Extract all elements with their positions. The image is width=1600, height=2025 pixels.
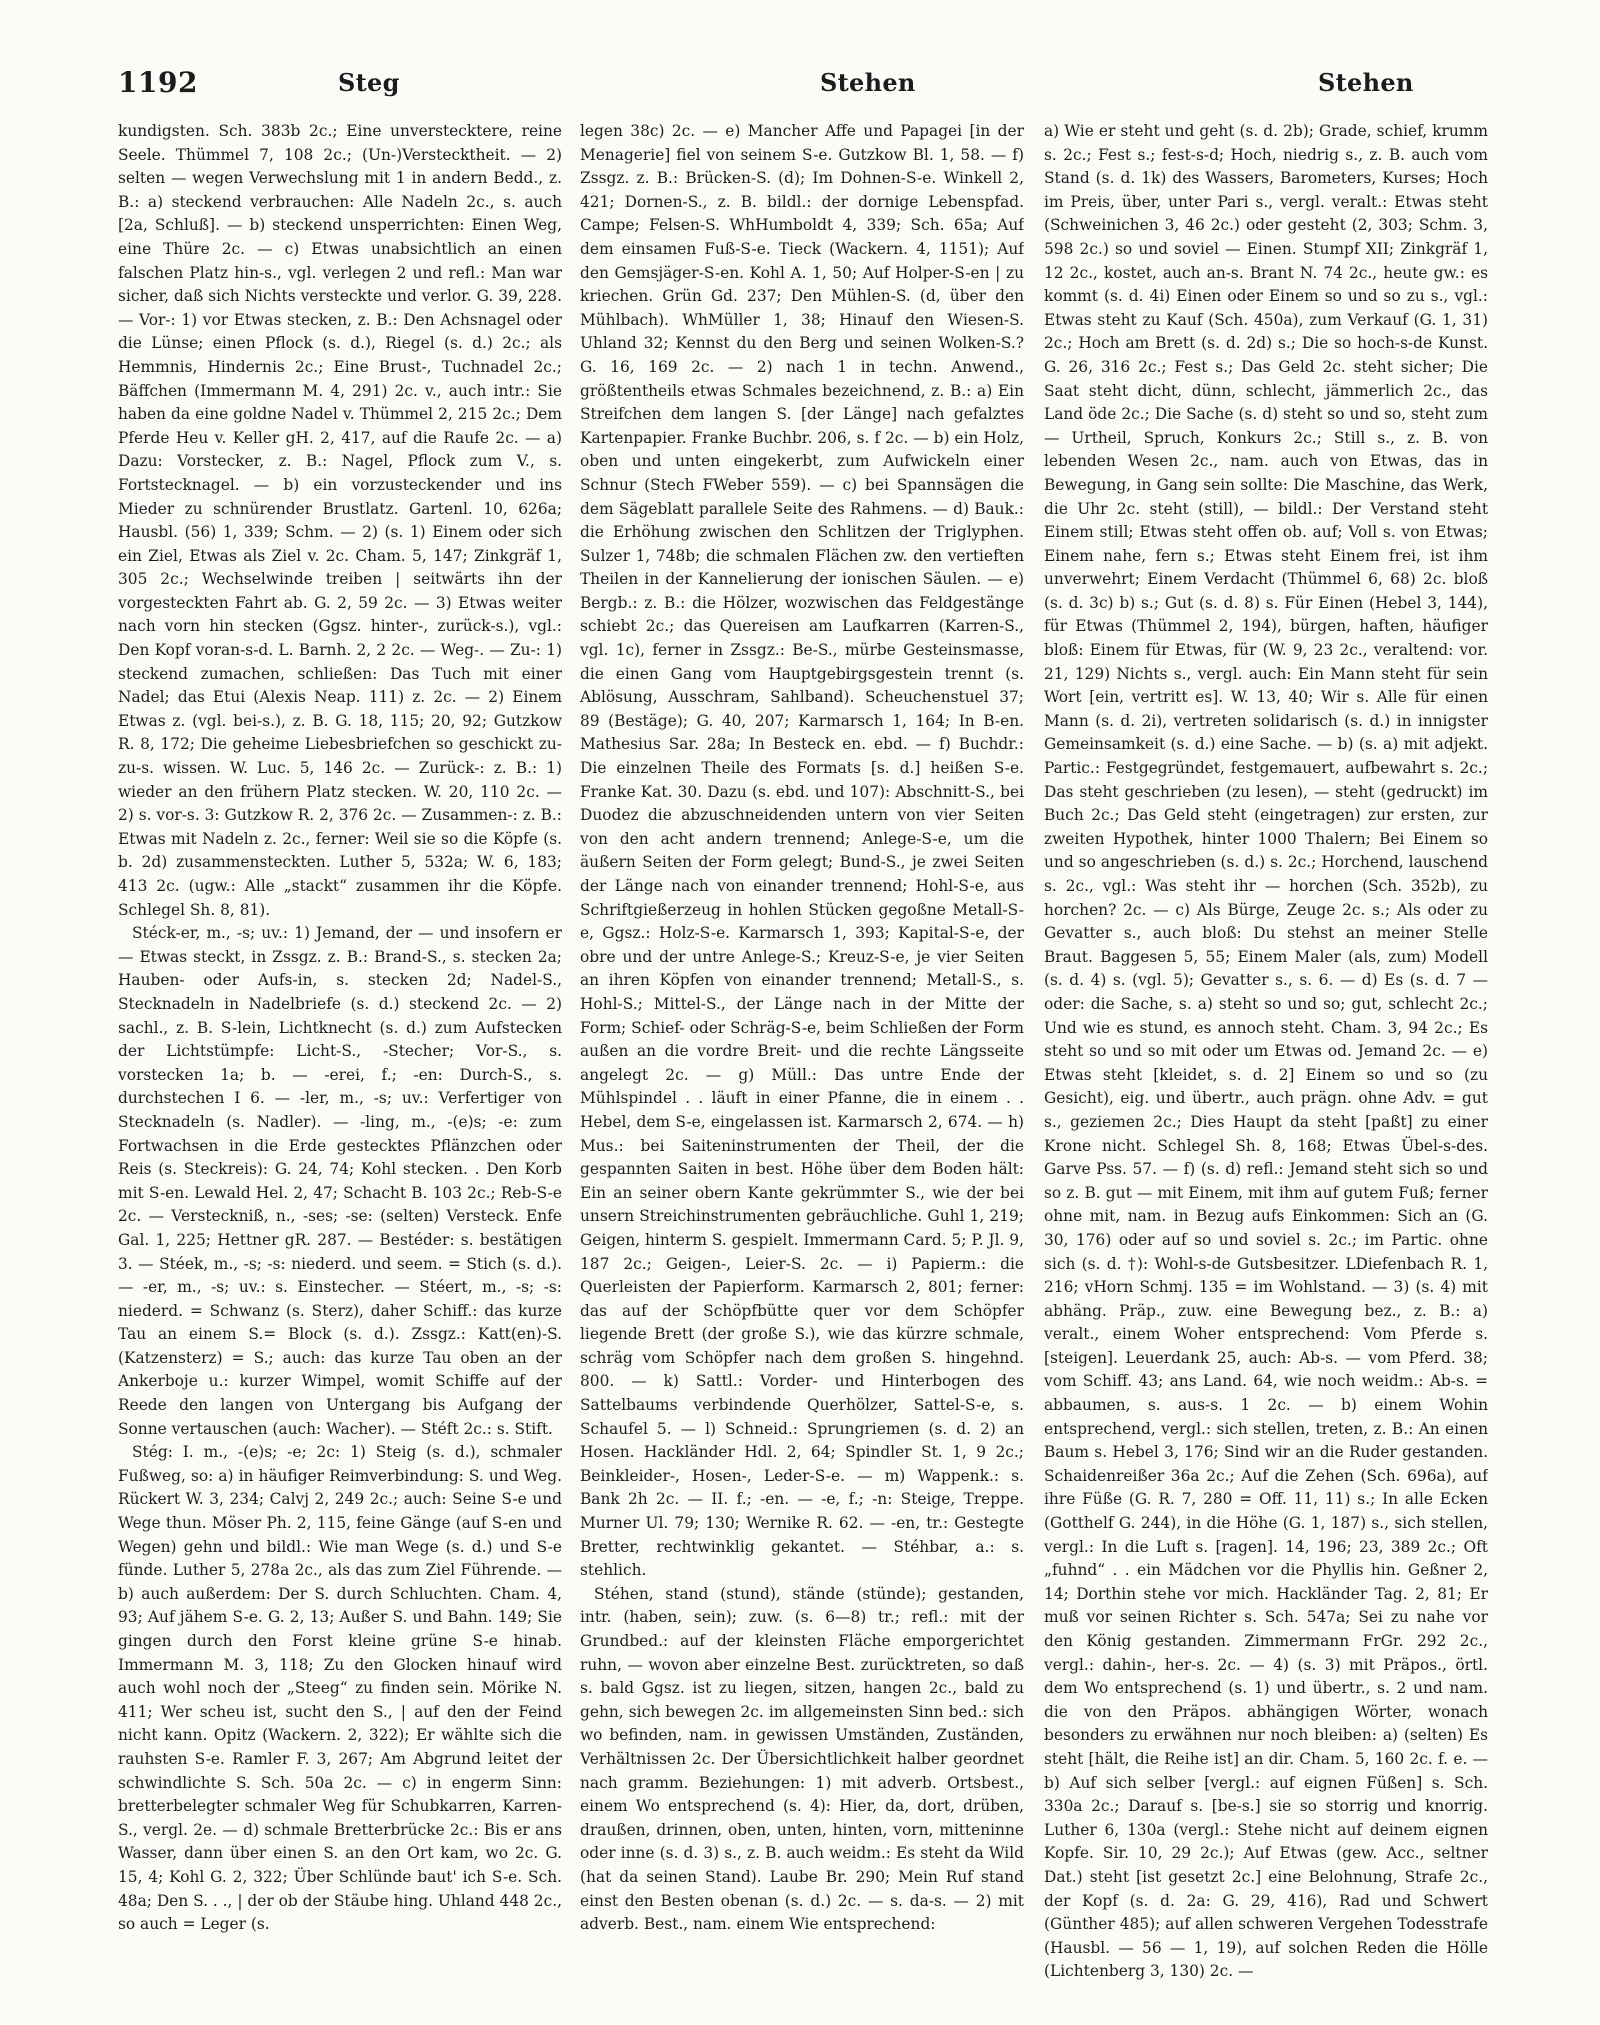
entry-paragraph: Stég: I. m., -(e)s; -e; 2c: 1) Steig (s. d.), schmaler Fußweg, so: a) in häufiger Reimverbindung: S. und Weg. Rückert W. 3, 234; Calvj 2, 249 2c.; auch: Seine S-e und Wege thun. Möser Ph. 2, 115, feine Gänge (auf S-en und Wegen) gehn und bildl.: Wie man Wege (s. d.) und S-e fünde. Luther 5, 278a 2c., als das zum Ziel Führende. — b) auch außerdem: Der S. durch Schluchten. Cham. 4, 93; Auf jähem S-e. G. 2, 13; Außer S. und Bahn. 149; Sie gingen durch den Forst kleine grüne S-e hinab. Immermann M. 3, 118; Zu den Glocken hinauf wird auch wohl noch der „Steeg“ zu finden sein. Mörike N. 411; Wer scheu ist, sucht den S., | auf den der Feind nicht kann. Opitz (Wackern. 2, 322); Er wählte sich die rauhsten S-e. Ramler F. 3, 267; Am Abgrund leitet der schwindlichte S. Sch. 50a 2c. — c) in engerm Sinn: bretterbelegter schmaler Weg für Schubkarren, Karren-S., vergl. 2e. — d) schmale Bretterbrücke 2c.: Bis er ans Wasser, dann über einen S. an den Ort kam, wo 2c. G. 15, 4; Kohl G. 2, 322; Über Schlünde baut' ich S-e. Sch. 48a; Den S. . ., | der ob der Stäube hing. Uhland 448 2c., so auch = Leger (s. [118,1443,562,1934]
entry-paragraph: Stéhen, stand (stund), stände (stünde); gestanden, intr. (haben, sein); zuw. (s. 6—8) tr.; refl.: mit der Grundbed.: auf der kleinsten Fläche emporgerichtet ruhn, — wovon aber einzelne Best. zurücktreten, so daß s. bald Ggsz. ist zu liegen, sitzen, hangen 2c., bald zu gehn, sich bewegen 2c. im allgemeinsten Sinn bed.: sich wo befinden, nam. in gewissen Umständen, Zuständen, Verhältnissen 2c. Der Übersichtlichkeit halber geordnet nach gramm. Beziehungen: 1) mit adverb. Ortsbest., einem Wo entsprechend (s. 4): Hier, da, dort, drüben, draußen, drinnen, oben, unten, hinten, vorn, mitteninne oder inne (s. d. 3) s., z. B. auch weidm.: Es steht da Wild (hat da seinen Stand). Laube Br. 290; Mein Ruf stand einst den Besten obenan (s. d.) 2c. — s. da-s. — 2) mit adverb. Best., nam. einem Wie entsprechend: [580,1584,1024,1934]
text-columns [118,120,1488,2000]
paragraph: legen 38c) 2c. — e) Mancher Affe und Papagei [in der Menagerie] fiel von seinem S-e. Gutzkow Bl. 1, 58. — f) Zssgz. z. B.: Brücken-S. (d); Im Dohnen-S-e. Winkell 2, 421; Dornen-S., z. B. bildl.: der dornige Lebenspfad. Campe; Felsen-S. WhHumboldt 4, 339; Sch. 65a; Auf dem einsamen Fuß-S-e. Tieck (Wackern. 4, 1151); Auf den Gemsjäger-S-en. Kohl A. 1, 50; Auf Holper-S-en | zu kriechen. Grün Gd. 237; Den Mühlen-S. (d, über den Mühlbach). WhMüller 1, 38; Hinauf den Wiesen-S. Uhland 32; Kennst du den Berg und seinen Wolken-S.? G. 16, 169 2c. — 2) nach 1 in techn. Anwend., größtentheils etwas Schmales bezeichnend, z. B.: a) Ein Streifchen dem langen S. [der Länge] nach gefalztes Kartenpapier. Franke Buchbr. 206, s. f 2c. — b) ein Holz, oben und unten eingekerbt, zum Aufwickeln einer Schnur (Stech FWeber 559). — c) bei Spannsägen die dem Sägeblatt parallele Seite des Rahmens. — d) Bauk.: die Erhöhung zwischen den Schlitzen der Triglyphen. Sulzer 1, 748b; die schmalen Flächen zw. den vertieften Theilen in der Kannelierung der ionischen Säulen. — e) Bergb.: z. B.: die Hölzer, wozwischen das Feldgestänge schiebt 2c.; das Quereisen am Laufkarren (Karren-S., vgl. 1c), ferner in Zssgz.: Be-S., mürbe Gesteinsmasse, die einen Gang vom Hauptgebirgsgestein trennt (s. Ablösung, Ausschram, Sahlband). Scheuchenstuel 37; 89 (Bestäge); G. 40, 207; Karmarsch 1, 164; In B-en. Mathesius Sar. 28a; In Besteck en. ebd. — f) Buchdr.: Die einzelnen Theile des Formats [s. d.] heißen S-e. Franke Kat. 30. Dazu (s. ebd. und 107): Abschnitt-S., bei Duodez die abzuschneidenden untern von vier Seiten von den acht andern trennend; Anlege-S-e, um die äußern Seiten der Form gelegt; Bund-S., je zwei Seiten der Länge nach von einander trennend; Hohl-S-e, aus Schriftgießerzeug in hohlen Stücken gegoßne Metall-S-e, Ggsz.: Holz-S-e. Karmarsch 1, 393; Kapital-S-e, der obre und der untre Anlege-S.; Kreuz-S-e, je vier Seiten an ihren Köpfen von einander trennend; Metall-S., s. Hohl-S.; Mittel-S., der Länge nach in der Mitte der Form; Schief- oder Schräg-S-e, beim Schließen der Form außen an die vordre Breit- und die rechte Längsseite angelegt 2c. — g) Müll.: Das untre Ende der Mühlspindel . . läuft in einer Pfanne, die in einem . . Hebel, dem S-e, eingelassen ist. Karmarsch 2, 674. — h) Mus.: bei Saiteninstrumenten der Theil, der die gespannten Saiten in best. Höhe über dem Boden hält: Ein an seiner obern Kante gekrümmter S., wie der bei unsern Streichinstrumenten gebräuchliche. Guhl 1, 219; Geigen, hinterm S. gespielt. Immermann Card. 5; P. Jl. 9, 187 2c.; Geigen-, Leier-S. 2c. — i) Papierm.: die Querleisten der Papierform. Karmarsch 2, 801; ferner: das auf der Schöpfbütte quer vor dem Schöpfer liegende Brett (der große S.), wie das kürzre schmale, schräg vom Schöpfer nach dem großen S. hingehnd. 800. — k) Sattl.: Vorder- und Hinterbogen des Sattelbaums verbindende Querhölzer, Sattel-S-e, s. Schaufel 5. — l) Schneid.: Sprungriemen (s. d. 2) an Hosen. Hackländer Hdl. 2, 64; Spindler St. 1, 9 2c.; Beinkleider-, Hosen-, Leder-S-e. — m) Wappenk.: s. Bank 2h 2c. — II. f.; -en. — -e, f.; -n: Steige, Treppe. Murner Ul. 79; 130; Wernike R. 62. — -en, tr.: Gestegte Bretter, rechtwinklig gekantet. — Stéhbar, a.: s. stehlich. [580,122,1024,1580]
entry-paragraph: Stéck-er, m., -s; uv.: 1) Jemand, der — und insofern er — Etwas steckt, in Zssgz. z. B.: Brand-S., s. stecken 2a; Hauben- oder Aufs-in, s. stecken 2d; Nadel-S., Stecknadeln in Nadelbriefe (s. d.) steckend 2c. — 2) sachl., z. B. S-lein, Lichtknecht (s. d.) zum Aufstecken der Lichtstümpfe: Licht-S., -Stecher; Vor-S., s. vorstecken 1a; b. — -erei, f.; -en: Durch-S., s. durchstechen I 6. — -ler, m., -s; uv.: Verfertiger von Stecknadeln (s. Nadler). — -ling, m., -(e)s; -e: zum Fortwachsen in die Erde gestecktes Pflänzchen oder Reis (s. Steckreis): G. 24, 74; Kohl stecken. . Den Korb mit S-en. Lewald Hel. 2, 47; Schacht B. 103 2c.; Reb-S-e 2c. — Versteckniß, n., -ses; -se: (selten) Versteck. Enfe Gal. 1, 225; Hettner gR. 287. — Bestéder: s. bestätigen 3. — Stéek, m., -s; -s: niederd. und seem. = Stich (s. d.). — -er, m., -s; uv.: s. Einstecher. — Stéert, m., -s; -s: niederd. = Schwanz (s. Sterz), daher Schiff.: das kurze Tau an einem S.= Block (s. d.). Zssgz.: Katt(en)-S. (Katzensterz) = S.; auch: das kurze Tau oben an der Ankerboje u.: kurzer Wimpel, womit Schiffe auf der Reede den langen von Untergang bis Aufgang der Sonne vertauschen (auch: Wacher). — Stéft 2c.: s. Stift. [118,924,562,1438]
head-word-right: Stehen [1318,68,1414,97]
page-number: 1192 [118,66,198,99]
column-middle [580,120,1024,2000]
running-head [118,62,1488,102]
column-left [118,120,562,2000]
paragraph: kundigsten. Sch. 383b 2c.; Eine unverstecktere, reine Seele. Thümmel 7, 108 2c.; (Un-)Verstecktheit. — 2) selten — wegen Verwechslung mit 1 in andern Bedd., z. B.: a) steckend verbrauchen: Alle Nadeln 2c., s. auch [2a, Schluß]. — b) steckend unsperrichten: Einen Weg, eine Thüre 2c. — c) Etwas unabsichtlich an einen falschen Platz hin-s., vgl. verlegen 2 und refl.: Man war sicher, daß sich Nichts versteckte und verlor. G. 39, 228. — Vor-: 1) vor Etwas stecken, z. B.: Den Achsnagel oder die Lünse; einen Pflock (s. d.), Riegel (s. d.) 2c.; als Hemmnis, Hindernis 2c.; Eine Brust-, Tuchnadel 2c.; Bäffchen (Immermann M. 4, 291) 2c. v., auch intr.: Sie haben da eine goldne Nadel v. Thümmel 2, 215 2c.; Dem Pferde Heu v. Keller gH. 2, 417, auf die Raufe 2c. — a) Dazu: Vorstecker, z. B.: Nagel, Pflock zum V., s. Fortstecknagel. — b) ein vorzusteckender und ins Mieder zu schnürender Brustlatz. Gartenl. 10, 626a; Hausbl. (56) 1, 339; Schm. — 2) (s. 1) Einem oder sich ein Ziel, Etwas als Ziel v. 2c. Cham. 5, 147; Zinkgräf 1, 305 2c.; Wechselwinde treiben | seitwärts ihn der vorgesteckten Fahrt ab. G. 2, 59 2c. — 3) Etwas weiter nach vorn hin stecken (Ggsz. hinter-, zurück-s.), vgl.: Den Kopf voran-s-d. L. Barnh. 2, 2 2c. — Weg-. — Zu-: 1) steckend zumachen, schließen: Das Tuch mit einer Nadel; das Etui (Alexis Neap. 111) z. 2c. — 2) Einem Etwas z. (vgl. bei-s.), z. B. G. 18, 115; 20, 92; Gutzkow R. 8, 172; Die geheime Liebesbriefchen so geschickt zu-zu-s. wissen. W. Luc. 5, 146 2c. — Zurück-: z. B.: 1) wieder an den frühern Platz stecken. W. 20, 110 2c. — 2) s. vor-s. 3: Gutzkow R. 2, 376 2c. — Zusammen-: z. B.: Etwas mit Nadeln z. 2c., ferner: Weil sie so die Köpfe (s. b. 2d) zusammensteckten. Luther 5, 532a; W. 6, 183; 413 2c. (ugw.: Alle „stackt“ zusammen ihr die Köpfe. Schlegel Sh. 8, 81). [118,122,562,919]
head-word-middle: Stehen [820,68,916,97]
head-word-left: Steg [338,68,400,97]
column-right [1044,120,1488,2000]
paragraph: a) Wie er steht und geht (s. d. 2b); Grade, schief, krumm s. 2c.; Fest s.; fest-s-d; Hoch, niedrig s., z. B. auch vom Stand (s. d. 1k) des Wassers, Barometers, Kurses; Hoch im Preis, über, unter Pari s., vergl. veralt.: Etwas steht (Schweinichen 3, 46 2c.) oder gesteht (2, 303; Schm. 3, 598 2c.) so und soviel — Einen. Stumpf XII; Zinkgräf 1, 12 2c., kostet, auch an-s. Brant N. 74 2c., heute gw.: es kommt (s. d. 4i) Einen oder Einem so und so zu s., vgl.: Etwas steht zu Kauf (Sch. 450a), zum Verkauf (G. 1, 31) 2c.; Hoch am Brett (s. d. 2d) s.; Die so hoch-s-de Kunst. G. 26, 316 2c.; Fest s.; Das Geld 2c. steht sicher; Die Saat steht dicht, dünn, schlecht, jämmerlich 2c., das Land öde 2c.; Die Sache (s. d) steht so und so, steht zum — Urtheil, Spruch, Konkurs 2c.; Still s., z. B. von lebenden Wesen 2c., nam. auch von Etwas, das in Bewegung, in Gang sein sollte: Die Maschine, das Werk, die Uhr 2c. steht (still), — bildl.: Der Verstand steht Einem still; Etwas steht offen ob. auf; Voll s. von Etwas; Einem nahe, fern s.; Etwas steht Einem frei, ist ihm unverwehrt; Einem Verdacht (Thümmel 6, 68) 2c. bloß (s. d. 3c) b) s.; Gut (s. d. 8) s. Für Einen (Hebel 3, 144), für Etwas (Thümmel 2, 194), bürgen, haften, häufiger bloß: Einem für Etwas, für (W. 9, 23 2c., veraltend: vor. 21, 129) Nichts s., vergl. auch: Ein Mann steht für sein Wort [ein, vertritt es]. W. 13, 40; Wir s. Alle für einen Mann (s. d. 2i), vertreten solidarisch (s. d.) in innigster Gemeinsamkeit (s. d.) eine Sache. — b) (s. a) mit adjekt. Partic.: Festgegründet, festgemauert, aufbewahrt s. 2c.; Das steht geschrieben (zu lesen), — steht (gedruckt) im Buch 2c.; Das Geld steht (eingetragen) zur ersten, zur zweiten Hypothek, hinter 1000 Thalern; Bei Einem so und so angeschrieben (s. d.) s. 2c.; Horchend, lauschend s. 2c., vgl.: Was steht ihr — horchen (Sch. 352b), zu horchen? 2c. — c) Als Bürge, Zeuge 2c. s.; Als oder zu Gevatter s., auch bloß: Du stehst an meiner Stelle Braut. Baggesen 5, 55; Einem Maler (als, zum) Modell (s. d. 4) s. (vgl. 5); Gevatter s., s. 6. — d) Es (s. d. 7 — oder: die Sache, s. a) steht so und so; gut, schlecht 2c.; Und wie es stund, es annoch steht. Cham. 3, 94 2c.; Es steht so und so mit oder um Etwas od. Jemand 2c. — e) Etwas steht [kleidet, s. d. 2] Einem so und so (zu Gesicht), eig. und übertr., auch prägn. ohne Adv. = gut s., geziemen 2c.; Dies Haupt da steht [paßt] zu einer Krone nicht. Schlegel Sh. 8, 168; Etwas Übel-s-des. Garve Pss. 57. — f) (s. d) refl.: Jemand steht sich so und so z. B. gut — mit Einem, mit ihm auf gutem Fuß; ferner ohne mit, nam. in Bezug aufs Einkommen: Sich an (G. 30, 176) oder auf so und soviel s. 2c.; im Partic. ohne sich (s. d. †): Wohl-s-de Gutsbesitzer. LDiefenbach R. 1, 216; vHorn Schmj. 135 = im Wohlstand. — 3) (s. 4) mit abhäng. Präp., zuw. eine Bewegung bez., z. B.: a) veralt., einem Woher entsprechend: Vom Pferde s. [steigen]. Leuerdank 25, auch: Ab-s. — vom Pferd. 38; vom Schiff. 43; ans Land. 64, wie noch weidm.: Ab-s. = abbaumen, s. aus-s. 1 2c. — b) einem Wohin entsprechend, vergl.: sich stellen, treten, z. B.: An einen Baum s. Hebel 3, 176; Sind wir an die Ruder gestanden. Schaidenreißer 36a 2c.; Auf die Zehen (Sch. 696a), auf ihre Füße (G. R. 7, 280 = Off. 11, 11) s.; In alle Ecken (Gotthelf G. 244), in die Höhe (G. 1, 187) s., sich stellen, vergl.: In die Luft s. [ragen]. 14, 196; 23, 389 2c.; Oft „fuhnd“ . . ein Mädchen vor die Phyllis hin. Geßner 2, 14; Dorthin stehe vor mich. Hackländer Tag. 2, 81; Er muß vor seinen Richter s. Sch. 547a; Sei zu nahe vor den König gestanden. Zimmermann FrGr. 292 2c., vergl.: dahin-, her-s. 2c. — 4) (s. 3) mit Präpos., örtl. dem Wo entsprechend (s. 1) und übertr., s. 2 und nam. die von den Präpos. abhängigen Wörter, wonach besonders zu erwähnen nur noch bleiben: a) (selten) Es steht [hält, die Reihe ist] an dir. Cham. 5, 160 2c. f. e. — b) Auf sich selber [vergl.: auf eignen Füßen] s. Sch. 330a 2c.; Darauf s. [be-s.] sie so storrig und knorrig. Luther 6, 130a (vergl.: Stehe nicht auf deinem eignen Kopfe. Sir. 10, 29 2c.); Auf Etwas (gew. Acc., seltner Dat.) steht [ist gesetzt 2c.] eine Belohnung, Strafe 2c., der Kopf (s. d. 2a: G. 29, 416), Rad und Schwert (Günther 485); auf allen schweren Vergehen Todesstrafe (Hausbl. — 56 — 1, 19), auf solchen Reden die Hölle (Lichtenberg 3, 130) 2c. — [1044,122,1488,1981]
